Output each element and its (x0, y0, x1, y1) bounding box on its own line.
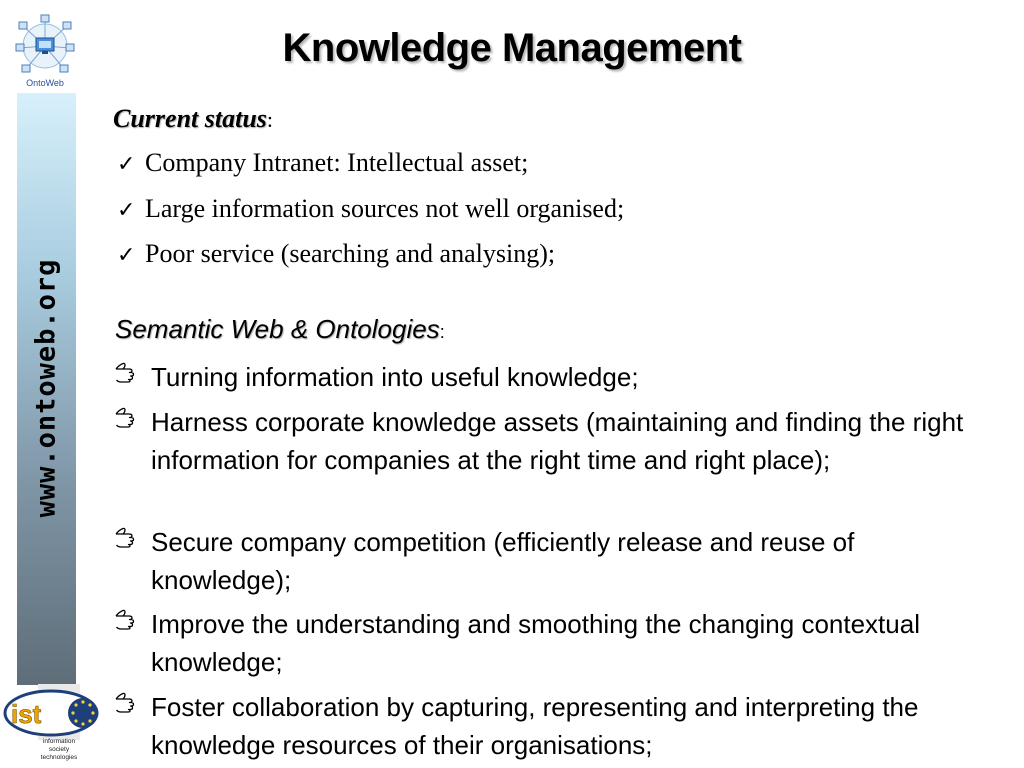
section-heading-text: Current status (113, 104, 267, 133)
ist-logo (2, 684, 102, 768)
list-item-text: Secure company competition (efficiently release and reuse of knowledge); (151, 527, 855, 595)
list-item-text: Large information sources not well organised; (145, 194, 625, 223)
list-item (115, 523, 995, 599)
list-item (115, 605, 995, 681)
section-heading-current-status (113, 104, 273, 134)
list-item (115, 358, 995, 396)
list-item-text: Harness corporate knowledge assets (maintaining and finding the right information for companies at the right time and right place); (151, 407, 964, 475)
check-mark-icon: ✓ (117, 151, 136, 176)
pointing-hand-icon (115, 361, 139, 383)
list-item-text: Foster collaboration by capturing, representing and interpreting the knowledge resources of their organisations; (151, 692, 919, 760)
section-heading-colon: : (439, 322, 445, 342)
list-item (117, 194, 624, 224)
pointing-hand-icon (115, 608, 139, 630)
list-item-text: Turning information into useful knowledge; (151, 362, 639, 392)
ist-logo-mark: ist (11, 699, 42, 729)
pointing-hand-icon (115, 691, 139, 713)
section-heading-colon: : (266, 107, 274, 132)
list-item (115, 688, 995, 764)
ist-emblem-icon (2, 684, 102, 740)
check-mark-icon: ✓ (117, 197, 136, 222)
list-item-text: Improve the understanding and smoothing the changing contextual knowledge; (151, 609, 920, 677)
ist-logo-subtitle (38, 738, 80, 762)
section-heading-semantic-web (115, 314, 445, 345)
check-mark-icon: ✓ (117, 242, 136, 267)
section-heading-text: Semantic Web & Ontologies (115, 314, 440, 344)
ist-subtitle-line: society (48, 746, 70, 753)
sidebar-band (17, 93, 76, 685)
pointing-hand-icon (115, 526, 139, 548)
list-item (115, 403, 995, 479)
slide-title: Knowledge Management (282, 26, 742, 70)
list-item-text: Company Intranet: Intellectual asset; (145, 148, 529, 177)
pointing-hand-icon (115, 406, 139, 428)
ist-subtitle-line: information (42, 738, 76, 745)
list-item (117, 239, 555, 269)
network-globe-icon (14, 12, 76, 78)
ist-subtitle-line: technologies (40, 754, 78, 761)
sidebar-url: www.ontoweb.org (30, 258, 62, 518)
ontoweb-logo (14, 12, 76, 92)
list-item-text: Poor service (searching and analysing); (145, 239, 556, 268)
logo-caption: OntoWeb (26, 78, 64, 88)
list-item (117, 148, 528, 178)
